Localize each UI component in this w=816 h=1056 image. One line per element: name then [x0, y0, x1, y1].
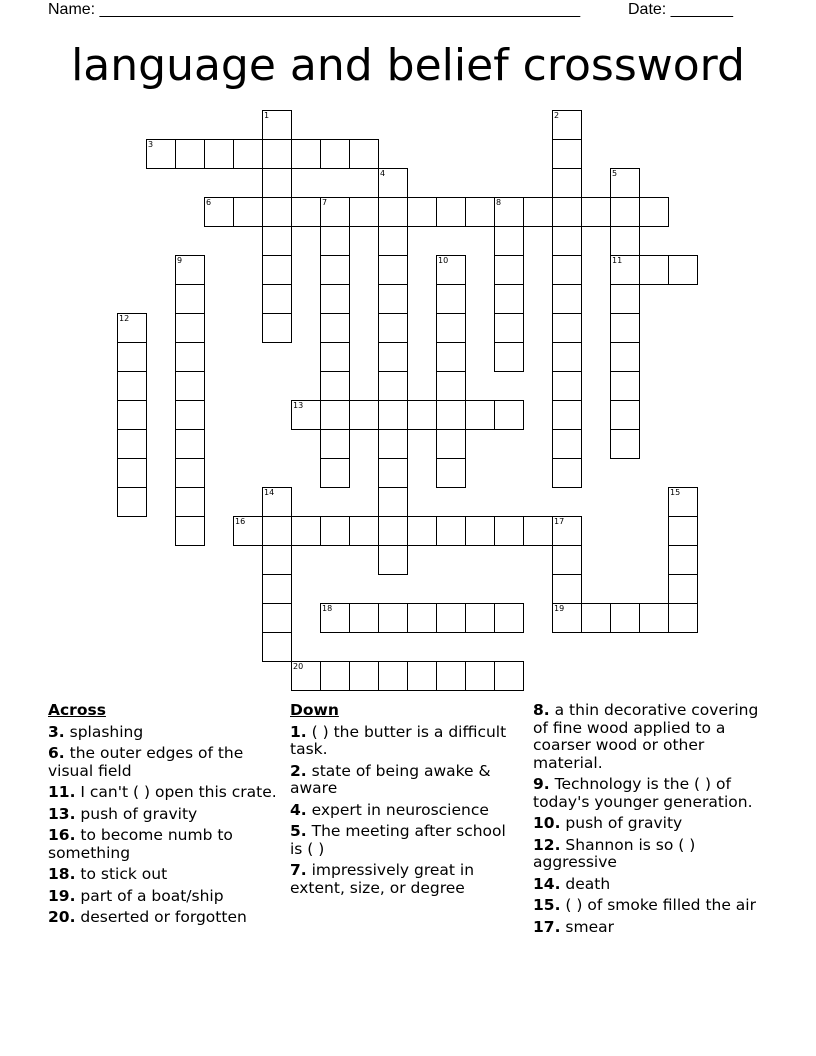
grid-cell[interactable]: [639, 197, 669, 227]
clue-number: 17: [554, 517, 565, 526]
clue-down: 10. push of gravity: [533, 814, 683, 832]
grid-cell[interactable]: [378, 661, 408, 691]
grid-cell[interactable]: [552, 168, 582, 198]
grid-cell[interactable]: [436, 400, 466, 430]
grid-cell[interactable]: [494, 284, 524, 314]
grid-cell[interactable]: [494, 661, 524, 691]
grid-cell[interactable]: [552, 371, 582, 401]
grid-cell[interactable]: [175, 371, 205, 401]
grid-cell[interactable]: [349, 516, 379, 546]
clue-down: 2. state of being awake & aware: [290, 761, 491, 797]
grid-cell[interactable]: [639, 255, 669, 285]
grid-cell[interactable]: [262, 226, 292, 256]
grid-cell[interactable]: [262, 574, 292, 604]
grid-cell[interactable]: [349, 197, 379, 227]
grid-cell[interactable]: [262, 545, 292, 575]
page-title: language and belief crossword: [71, 40, 745, 91]
across-heading: Across: [48, 701, 106, 719]
grid-cell[interactable]: [320, 371, 350, 401]
grid-cell[interactable]: [175, 139, 205, 169]
grid-cell[interactable]: [436, 516, 466, 546]
grid-cell[interactable]: [668, 603, 698, 633]
clue-number: 12: [119, 314, 130, 323]
clue-down: 8. a thin decorative covering of fine wood applied to a coarser wood or other material.: [533, 701, 759, 772]
grid-cell[interactable]: [407, 603, 437, 633]
grid-cell[interactable]: [407, 400, 437, 430]
grid-cell[interactable]: [262, 632, 292, 662]
grid-cell[interactable]: [436, 342, 466, 372]
grid-cell[interactable]: [175, 342, 205, 372]
grid-cell[interactable]: [204, 197, 234, 227]
grid-cell[interactable]: [552, 313, 582, 343]
grid-cell[interactable]: [436, 313, 466, 343]
grid-cell[interactable]: [262, 603, 292, 633]
grid-cell[interactable]: [320, 603, 350, 633]
grid-cell[interactable]: [552, 342, 582, 372]
grid-cell[interactable]: [349, 661, 379, 691]
grid-cell[interactable]: [349, 603, 379, 633]
clue-across: 6. the outer edges of the visual field: [48, 744, 244, 780]
grid-cell[interactable]: [378, 400, 408, 430]
clue-down: 4. expert in neuroscience: [290, 800, 489, 819]
grid-cell[interactable]: [407, 197, 437, 227]
grid-cell[interactable]: [320, 400, 350, 430]
grid-cell[interactable]: [494, 342, 524, 372]
grid-cell[interactable]: [378, 458, 408, 488]
grid-cell[interactable]: [552, 545, 582, 575]
grid-cell[interactable]: [610, 197, 640, 227]
grid-cell[interactable]: [349, 400, 379, 430]
clue-number: 16: [235, 517, 246, 526]
grid-cell[interactable]: [117, 371, 147, 401]
grid-cell[interactable]: [436, 661, 466, 691]
grid-cell[interactable]: [349, 139, 379, 169]
grid-cell[interactable]: [262, 168, 292, 198]
grid-cell[interactable]: [610, 226, 640, 256]
grid-cell[interactable]: [436, 284, 466, 314]
clue-down: 15. ( ) of smoke filled the air: [533, 896, 756, 914]
grid-cell[interactable]: [117, 313, 147, 343]
grid-cell[interactable]: [320, 226, 350, 256]
grid-cell[interactable]: [552, 400, 582, 430]
grid-cell[interactable]: [262, 139, 292, 169]
grid-cell[interactable]: [552, 603, 582, 633]
grid-cell[interactable]: [610, 603, 640, 633]
grid-cell[interactable]: [320, 429, 350, 459]
grid-cell[interactable]: [494, 255, 524, 285]
grid-cell[interactable]: [494, 603, 524, 633]
grid-cell[interactable]: [552, 110, 582, 140]
clue-number: 10: [438, 256, 449, 265]
grid-cell[interactable]: [175, 516, 205, 546]
grid-cell[interactable]: [436, 255, 466, 285]
grid-cell[interactable]: [175, 255, 205, 285]
clue-number: 7: [322, 198, 328, 207]
grid-cell[interactable]: [320, 458, 350, 488]
clue-number: 6: [206, 198, 212, 207]
grid-cell[interactable]: [552, 197, 582, 227]
clue-down: 9. Technology is the ( ) of today's younger generation.: [533, 775, 753, 811]
grid-cell[interactable]: [117, 487, 147, 517]
clue-down: 5. The meeting after school is ( ): [290, 822, 506, 858]
across-clues: [48, 702, 278, 931]
grid-cell[interactable]: [233, 516, 263, 546]
grid-cell[interactable]: [291, 400, 321, 430]
grid-cell[interactable]: [523, 197, 553, 227]
grid-cell[interactable]: [262, 516, 292, 546]
clue-down: 12. Shannon is so ( ) aggressive: [533, 835, 696, 871]
grid-cell[interactable]: [465, 661, 495, 691]
grid-cell[interactable]: [175, 487, 205, 517]
grid-cell[interactable]: [465, 603, 495, 633]
clue-number: 4: [380, 169, 386, 178]
grid-cell[interactable]: [204, 139, 234, 169]
grid-cell[interactable]: [494, 226, 524, 256]
clue-number: 15: [670, 488, 681, 497]
grid-cell[interactable]: [668, 255, 698, 285]
grid-cell[interactable]: [320, 197, 350, 227]
clue-across: 16. to become numb to something: [48, 826, 233, 862]
grid-cell[interactable]: [610, 429, 640, 459]
grid-cell[interactable]: [436, 458, 466, 488]
grid-cell[interactable]: [552, 516, 582, 546]
grid-cell[interactable]: [262, 313, 292, 343]
grid-cell[interactable]: [436, 429, 466, 459]
clue-down: 14. death: [533, 874, 611, 893]
grid-cell[interactable]: [668, 574, 698, 604]
clue-number: 19: [554, 604, 565, 613]
grid-cell[interactable]: [552, 458, 582, 488]
grid-cell[interactable]: [291, 197, 321, 227]
grid-cell[interactable]: [262, 110, 292, 140]
grid-cell[interactable]: [320, 255, 350, 285]
grid-cell[interactable]: [523, 516, 553, 546]
grid-cell[interactable]: [610, 255, 640, 285]
clue-number: 1: [264, 111, 270, 120]
grid-cell[interactable]: [610, 371, 640, 401]
grid-cell[interactable]: [175, 400, 205, 430]
grid-cell[interactable]: [320, 661, 350, 691]
clue-number: 11: [612, 256, 623, 265]
grid-cell[interactable]: [552, 284, 582, 314]
grid-cell[interactable]: [320, 284, 350, 314]
clue-across: 18. to stick out: [48, 865, 168, 883]
clue-number: 14: [264, 488, 275, 497]
grid-cell[interactable]: [639, 603, 669, 633]
grid-cell[interactable]: [378, 197, 408, 227]
grid-cell[interactable]: [378, 603, 408, 633]
clue-across: 19. part of a boat/ship: [48, 886, 224, 905]
grid-cell[interactable]: [117, 400, 147, 430]
grid-cell[interactable]: [465, 400, 495, 430]
grid-cell[interactable]: [233, 139, 263, 169]
grid-cell[interactable]: [668, 545, 698, 575]
grid-cell[interactable]: [117, 458, 147, 488]
grid-cell[interactable]: [610, 400, 640, 430]
grid-cell[interactable]: [465, 197, 495, 227]
grid-cell[interactable]: [117, 429, 147, 459]
grid-cell[interactable]: [233, 197, 263, 227]
grid-cell[interactable]: [494, 400, 524, 430]
grid-cell[interactable]: [378, 342, 408, 372]
grid-cell[interactable]: [407, 516, 437, 546]
grid-cell[interactable]: [378, 545, 408, 575]
grid-cell[interactable]: [668, 487, 698, 517]
clue-across: 11. I can't ( ) open this crate.: [48, 783, 277, 801]
grid-cell[interactable]: [175, 429, 205, 459]
grid-cell[interactable]: [610, 342, 640, 372]
clue-number: 9: [177, 256, 183, 265]
clue-number: 3: [148, 140, 154, 149]
clue-number: 20: [293, 662, 304, 671]
clue-number: 5: [612, 169, 618, 178]
grid-cell[interactable]: [552, 429, 582, 459]
grid-cell[interactable]: [262, 284, 292, 314]
date-field-label[interactable]: Date: _______: [628, 1, 733, 18]
grid-cell[interactable]: [146, 139, 176, 169]
clue-down: 7. impressively great in extent, size, or degree: [290, 861, 475, 897]
clue-number: 13: [293, 401, 304, 410]
grid-cell[interactable]: [378, 487, 408, 517]
grid-cell[interactable]: [291, 661, 321, 691]
grid-cell[interactable]: [320, 342, 350, 372]
down-heading: Down: [290, 701, 339, 719]
grid-cell[interactable]: [407, 661, 437, 691]
grid-cell[interactable]: [320, 139, 350, 169]
grid-cell[interactable]: [378, 313, 408, 343]
clue-across: 20. deserted or forgotten: [48, 908, 247, 926]
grid-cell[interactable]: [378, 255, 408, 285]
grid-cell[interactable]: [610, 168, 640, 198]
grid-cell[interactable]: [320, 313, 350, 343]
clue-across: 3. splashing: [48, 722, 144, 741]
down-clues: [290, 702, 522, 901]
grid-cell[interactable]: [175, 458, 205, 488]
grid-cell[interactable]: [378, 226, 408, 256]
grid-cell[interactable]: [465, 516, 495, 546]
grid-cell[interactable]: [552, 574, 582, 604]
grid-cell[interactable]: [610, 313, 640, 343]
grid-cell[interactable]: [378, 168, 408, 198]
grid-cell[interactable]: [494, 313, 524, 343]
grid-cell[interactable]: [262, 255, 292, 285]
grid-cell[interactable]: [175, 284, 205, 314]
grid-cell[interactable]: [436, 371, 466, 401]
grid-cell[interactable]: [262, 487, 292, 517]
grid-cell[interactable]: [436, 197, 466, 227]
grid-cell[interactable]: [175, 313, 205, 343]
clue-down: 1. ( ) the butter is a difficult task.: [290, 722, 507, 758]
grid-cell[interactable]: [320, 516, 350, 546]
grid-cell[interactable]: [378, 516, 408, 546]
clue-across: 13. push of gravity: [48, 804, 198, 823]
name-field-label[interactable]: Name: ______________________________________________________: [48, 1, 581, 18]
grid-cell[interactable]: [581, 603, 611, 633]
clue-number: 18: [322, 604, 333, 613]
grid-cell[interactable]: [262, 197, 292, 227]
grid-cell[interactable]: [378, 284, 408, 314]
grid-cell[interactable]: [291, 139, 321, 169]
grid-cell[interactable]: [668, 516, 698, 546]
down-clues-continued: [533, 702, 773, 940]
grid-cell[interactable]: [378, 371, 408, 401]
grid-cell[interactable]: [552, 139, 582, 169]
grid-cell[interactable]: [117, 342, 147, 372]
clue-down: 17. smear: [533, 917, 614, 936]
grid-cell[interactable]: [552, 226, 582, 256]
grid-cell[interactable]: [436, 603, 466, 633]
clue-number: 8: [496, 198, 502, 207]
grid-cell[interactable]: [552, 255, 582, 285]
grid-cell[interactable]: [610, 284, 640, 314]
grid-cell[interactable]: [581, 197, 611, 227]
grid-cell[interactable]: [494, 197, 524, 227]
grid-cell[interactable]: [378, 429, 408, 459]
grid-cell[interactable]: [494, 516, 524, 546]
grid-cell[interactable]: [291, 516, 321, 546]
clue-number: 2: [554, 111, 560, 120]
